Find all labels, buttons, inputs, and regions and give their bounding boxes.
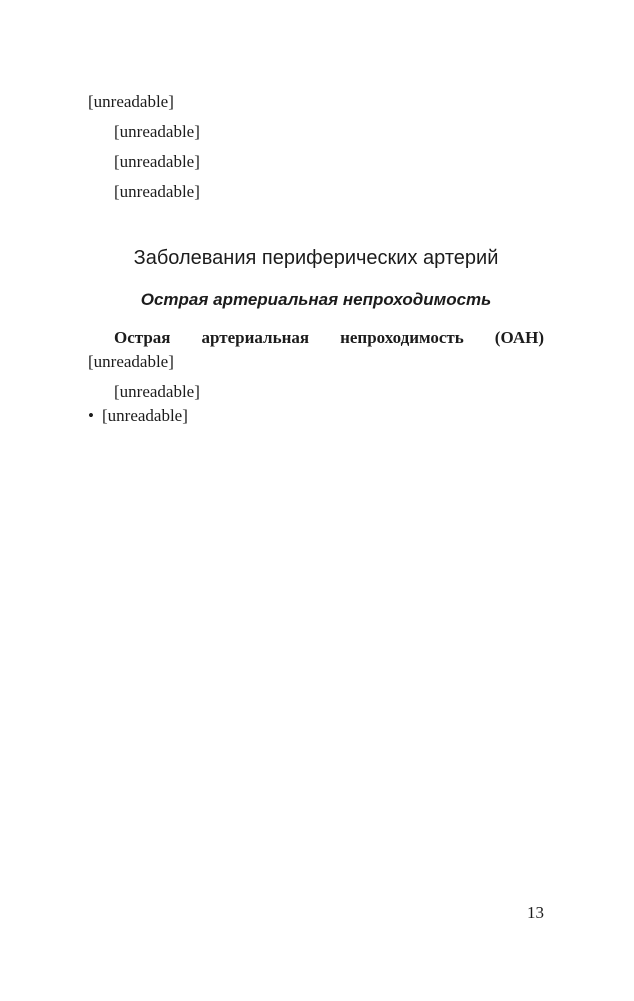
page-number: 13	[527, 903, 544, 922]
definition-text: [unreadable]	[88, 352, 174, 371]
bullet-icon: •	[88, 406, 94, 425]
paragraph-continuation: [unreadable]	[88, 92, 174, 111]
definition-term: Острая артериальная непроходимость (ОАН)	[114, 328, 544, 347]
definition-paragraph	[88, 326, 544, 374]
list-item-text: [unreadable]	[102, 406, 188, 425]
causes-list	[88, 404, 544, 428]
section-title: Заболевания периферических артерий	[133, 247, 499, 269]
paragraph-epithelial-fistulas: [unreadable]	[114, 182, 200, 201]
paragraph-treatment: [unreadable]	[114, 152, 200, 171]
causes-intro: [unreadable]	[114, 382, 200, 401]
subsection-title: Острая артериальная непроходимость	[140, 290, 492, 309]
list-item	[88, 404, 544, 428]
paragraph-internal-fistulas: [unreadable]	[114, 122, 200, 141]
